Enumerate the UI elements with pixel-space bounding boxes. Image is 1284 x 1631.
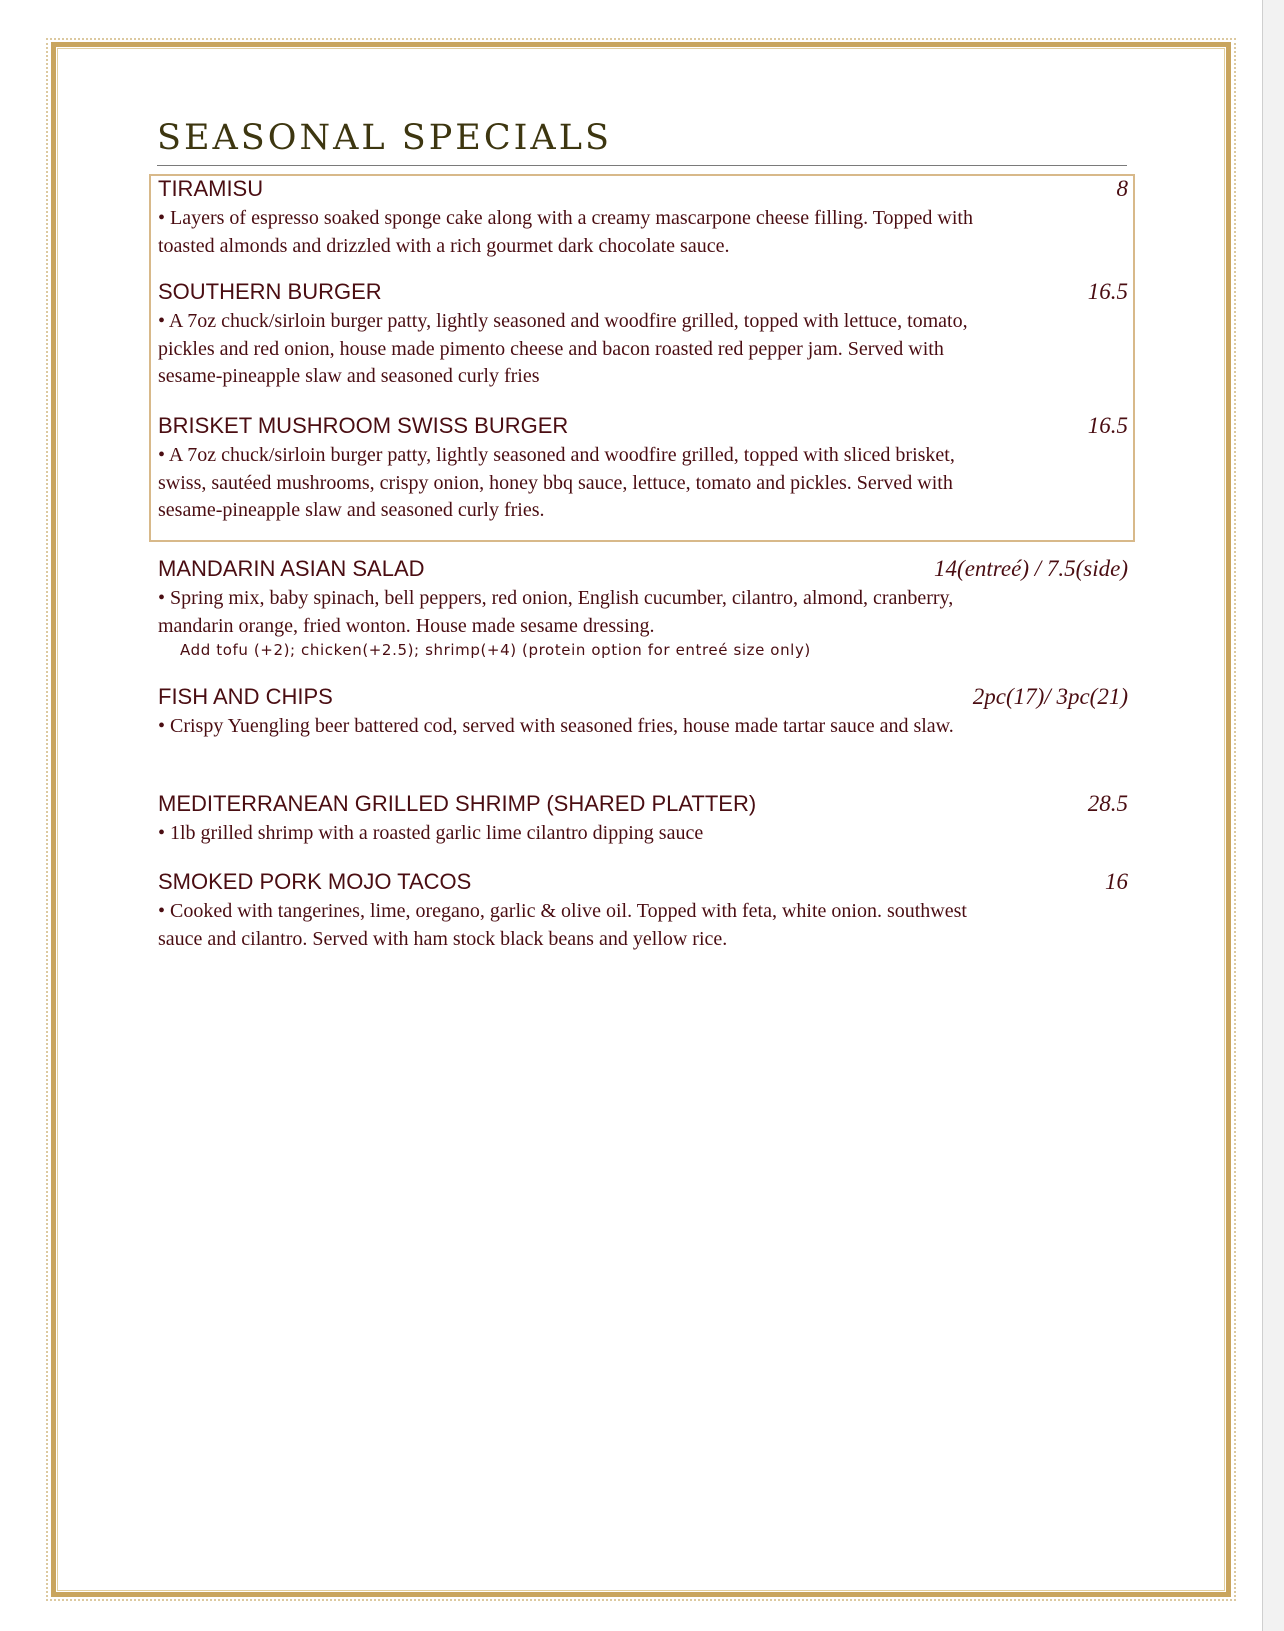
item-price: 14(entreé) / 7.5(side) — [934, 556, 1128, 581]
item-name: BRISKET MUSHROOM SWISS BURGER — [158, 413, 569, 438]
item-header — [158, 789, 1128, 819]
item-header — [158, 867, 1128, 897]
item-name: FISH AND CHIPS — [158, 684, 333, 709]
item-description: • 1lb grilled shrimp with a roasted garlic lime cilantro dipping sauce — [158, 822, 704, 844]
item-description: • A 7oz chuck/sirloin burger patty, lightly seasoned and woodfire grilled, topped with lettuce, tomato, pickles and red onion, house made pimento cheese and bacon roasted red pepper jam. Served with sesame-pineapple slaw and seasoned curly fries — [158, 310, 968, 387]
menu-item-tiramisu — [158, 174, 1128, 260]
item-header — [158, 682, 1128, 712]
item-description: • A 7oz chuck/sirloin burger patty, lightly seasoned and woodfire grilled, topped with sliced brisket, swiss, sautéed mushrooms, crispy onion, honey bbq sauce, lettuce, tomato and pickles. Served with sesame-pineapple slaw and seasoned curly fries. — [158, 444, 955, 521]
menu-item-mandarin-salad — [158, 554, 1128, 660]
item-price: 16.5 — [1087, 279, 1128, 304]
item-description: • Cooked with tangerines, lime, oregano, garlic & olive oil. Topped with feta, white onion. southwest sauce and cilantro. Served with ham stock black beans and yellow rice. — [158, 900, 967, 950]
menu-item-southern-burger — [158, 277, 1128, 391]
item-name: SMOKED PORK MOJO TACOS — [158, 869, 472, 894]
item-header — [158, 554, 1128, 584]
item-description: • Spring mix, baby spinach, bell peppers, red onion, English cucumber, cilantro, almond, cranberry, mandarin orange, fried wonton. House made sesame dressing. — [158, 587, 954, 637]
item-name: SOUTHERN BURGER — [158, 279, 382, 304]
menu-item-fish-and-chips — [158, 682, 1128, 741]
item-header — [158, 277, 1128, 307]
protein-addon-note: Add tofu (+2); chicken(+2.5); shrimp(+4) (protein option for entreé size only) — [180, 641, 811, 659]
menu-item-pork-mojo-tacos — [158, 867, 1128, 953]
page-title: SEASONAL SPECIALS — [157, 118, 612, 158]
item-price: 28.5 — [1087, 791, 1128, 816]
item-name: MEDITERRANEAN GRILLED SHRIMP (SHARED PLATTER) — [158, 791, 757, 816]
page-right-edge — [1262, 0, 1284, 1631]
menu-item-grilled-shrimp — [158, 789, 1128, 848]
item-price: 2pc(17)/ 3pc(21) — [972, 684, 1128, 709]
title-divider — [157, 165, 1127, 166]
item-price: 16 — [1105, 869, 1128, 894]
menu-item-brisket-burger — [158, 411, 1128, 525]
item-header — [158, 411, 1128, 441]
item-name: TIRAMISU — [158, 176, 264, 201]
item-description: • Crispy Yuengling beer battered cod, served with seasoned fries, house made tartar sauce and slaw. — [158, 715, 954, 737]
item-header — [158, 174, 1128, 204]
item-name: MANDARIN ASIAN SALAD — [158, 556, 425, 581]
item-price: 8 — [1116, 176, 1128, 201]
item-price: 16.5 — [1087, 413, 1128, 438]
item-description: • Layers of espresso soaked sponge cake along with a creamy mascarpone cheese filling. Topped with toasted almonds and drizzled with a rich gourmet dark chocolate sauce. — [158, 207, 973, 257]
